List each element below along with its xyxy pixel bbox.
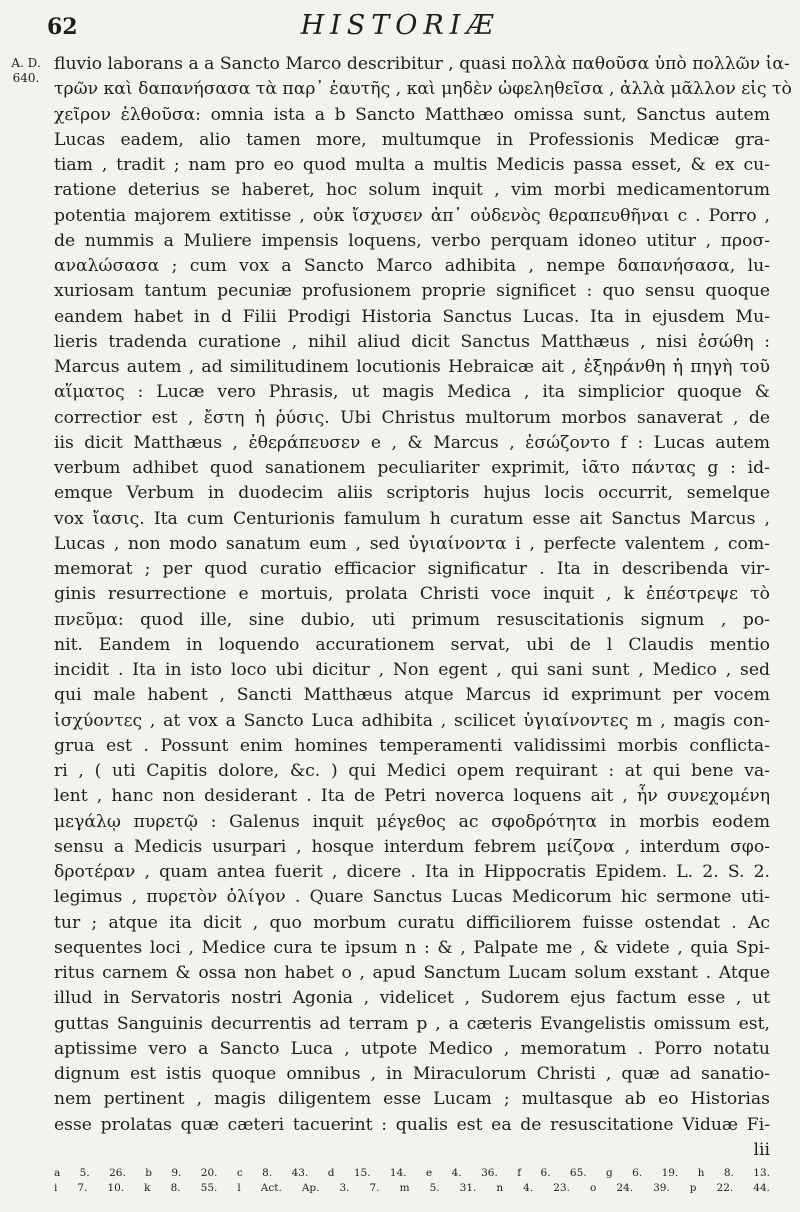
text-line: memorat ; per quod curatio efficacior significatur . Ita in describenda vir- xyxy=(54,559,770,579)
text-line: αἵματος : Lucæ vero Phrasis, ut magis Medica , ita simplicior quoque & xyxy=(54,382,770,403)
page-header xyxy=(0,8,800,48)
text-line: ritus carnem & ossa non habet o , apud Sanctum Lucam solum exstant . Atque xyxy=(54,963,770,983)
text-line: emque Verbum in duodecim aliis scriptoris hujus locis occurrit, semelque xyxy=(54,483,770,504)
text-line: aptissime vero a Sancto Luca , utpote Medico , memoratum . Porro notatu xyxy=(54,1038,770,1059)
text-line: qui male habent , Sancti Matthæus atque Marcus id exprimunt per vocem xyxy=(54,685,770,706)
catchword: lii xyxy=(753,1139,770,1160)
margin-note xyxy=(8,56,44,86)
running-title: HISTORIÆ xyxy=(300,10,500,41)
text-line: δροτέραν , quam antea fuerit , dicere . Ita in Hippocratis Epidem. L. 2. S. 2. xyxy=(54,862,770,882)
text-line: tur ; atque ita dicit , quo morbum curatu difficiliorem fuisse ostendat . Ac xyxy=(54,912,770,933)
text-line: ginis resurrectione e mortuis, prolata Christi voce inquit , k ἐπέστρεψε τὸ xyxy=(54,584,770,605)
margin-note-label: D. xyxy=(27,56,41,70)
text-line: iis dicit Matthæus , ἐθεράπευσεν e , & Marcus , ἐσώζοντο f : Lucas autem xyxy=(54,432,770,453)
body-text xyxy=(54,52,792,1160)
text-line: αναλώσασα ; cum vox a Sancto Marco adhibita , nempe δαπανήσασα, lu- xyxy=(54,256,770,276)
text-line: lent , hanc non desiderant . Ita de Petri noverca loquens ait , ἦν συνεχομένη xyxy=(54,786,770,807)
text-line: eandem habet in d Filii Prodigi Historia Sanctus Lucas. Ita in ejusdem Mu- xyxy=(54,306,770,327)
text-line: πνεῦμα: quod ille, sine dubio, uti primum resuscitationis signum , po- xyxy=(54,609,770,630)
text-line: fluvio laborans a a Sancto Marco describitur , quasi πολλὰ παθοῦσα ὑπὸ πολλῶν ἰα- xyxy=(54,54,790,74)
text-line: lieris tradenda curatione , nihil aliud dicit Sanctus Matthæus , nisi ἐσώθη : xyxy=(54,331,770,352)
text-line: correctior est , ἔστη ἡ ῥύσις. Ubi Christus multorum morbos sanaverat , de xyxy=(54,407,770,428)
margin-note-number: 640. xyxy=(12,71,40,85)
text-line: xuriosam tantum pecuniæ profusionem proprie significet : quo sensu quoque xyxy=(54,281,770,302)
text-line: verbum adhibet quod sanationem peculiariter exprimit, ἰᾶτο πάντας g : id- xyxy=(54,458,770,478)
text-line: μεγάλῳ πυρετῷ : Galenus inquit μέγεθος ac σφοδρότητα in morbis eodem xyxy=(54,811,770,832)
footnote-line: a 5. 26. b 9. 20. c 8. 43. d 15. 14. e 4. 36. f 6. 65. g 6. 19. h 8. 13. xyxy=(54,1167,770,1179)
text-line: incidit . Ita in isto loco ubi dicitur , Non egent , qui sani sunt , Medico , sed xyxy=(54,660,770,680)
text-line: de nummis a Muliere impensis loquens, verbo perquam idoneo utitur , προσ- xyxy=(54,230,770,251)
text-line: potentia majorem extitisse , οὐκ ἴσχυσεν ἀπ᾽ οὐδενὸς θεραπευθῆναι c . Porro , xyxy=(54,205,770,226)
footnotes xyxy=(54,1166,770,1196)
text-line: tiam , tradit ; nam pro eo quod multa a multis Medicis passa esset, & ex cu- xyxy=(54,155,770,175)
text-line: dignum est istis quoque omnibus , in Miraculorum Christi , quæ ad sanatio- xyxy=(54,1064,770,1084)
text-line: illud in Servatoris nostri Agonia , videlicet , Sudorem ejus factum esse , ut xyxy=(54,988,770,1009)
text-line: τρῶν καὶ δαπανήσασα τὰ παρ᾽ ἑαυτῆς , καὶ μηδὲν ὠφεληθεῖσα , ἀλλὰ μᾶλλον εἰς τὸ xyxy=(54,79,792,100)
text-line: Marcus autem , ad similitudinem locutionis Hebraicæ ait , ἐξηράνθη ἡ πηγὴ τοῦ xyxy=(54,357,770,377)
text-line: vox ἴασις. Ita cum Centurionis famulum h curatum esse ait Sanctus Marcus , xyxy=(54,508,770,529)
margin-note-letter: A. xyxy=(11,56,24,70)
text-line: nit. Eandem in loquendo accurationem servat, ubi de l Claudis mentio xyxy=(54,634,770,655)
text-line: χεῖρον ἐλθοῦσα: omnia ista a b Sancto Matthæo omissa sunt, Sanctus autem xyxy=(54,104,770,125)
text-line: guttas Sanguinis decurrentis ad terram p , a cæteris Evangelistis omissum est, xyxy=(54,1013,770,1034)
text-line: legimus , πυρετὸν ὀλίγον . Quare Sanctus Lucas Medicorum hic sermone uti- xyxy=(54,887,770,908)
text-line: sensu a Medicis usurpari , hosque interdum febrem μείζονα , interdum σφο- xyxy=(54,836,770,857)
text-line: grua est . Possunt enim homines temperamenti validissimi morbis conflicta- xyxy=(54,735,770,756)
text-line: ἰσχύοντες , at vox a Sancto Luca adhibita , scilicet ὑγιαίνοντες m , magis con- xyxy=(54,710,770,731)
page-number: 62 xyxy=(47,14,78,40)
text-line: Lucas eadem, alio tamen more, multumque in Professionis Medicæ gra- xyxy=(54,129,770,150)
text-line: sequentes loci , Medice cura te ipsum n : & , Palpate me , & videte , quia Spi- xyxy=(54,937,770,958)
text-line: ratione deterius se haberet, hoc solum inquit , vim morbi medicamentorum xyxy=(54,180,770,201)
text-line: esse prolatas quæ cæteri tacuerint : qualis est ea de resuscitatione Viduæ Fi- xyxy=(54,1114,770,1135)
text-line: nem pertinent , magis diligentem esse Lucam ; multasque ab eo Historias xyxy=(54,1089,770,1110)
text-line: ri , ( uti Capitis dolore, &c. ) qui Medici opem requirant : at qui bene va- xyxy=(54,761,770,781)
text-line: Lucas , non modo sanatum eum , sed ὑγιαίνοντα i , perfecte valentem , com- xyxy=(54,533,770,554)
footnote-line: i 7. 10. k 8. 55. l Act. Ap. 3. 7. m 5. 31. n 4. 23. o 24. 39. p 22. 44. xyxy=(54,1182,770,1194)
